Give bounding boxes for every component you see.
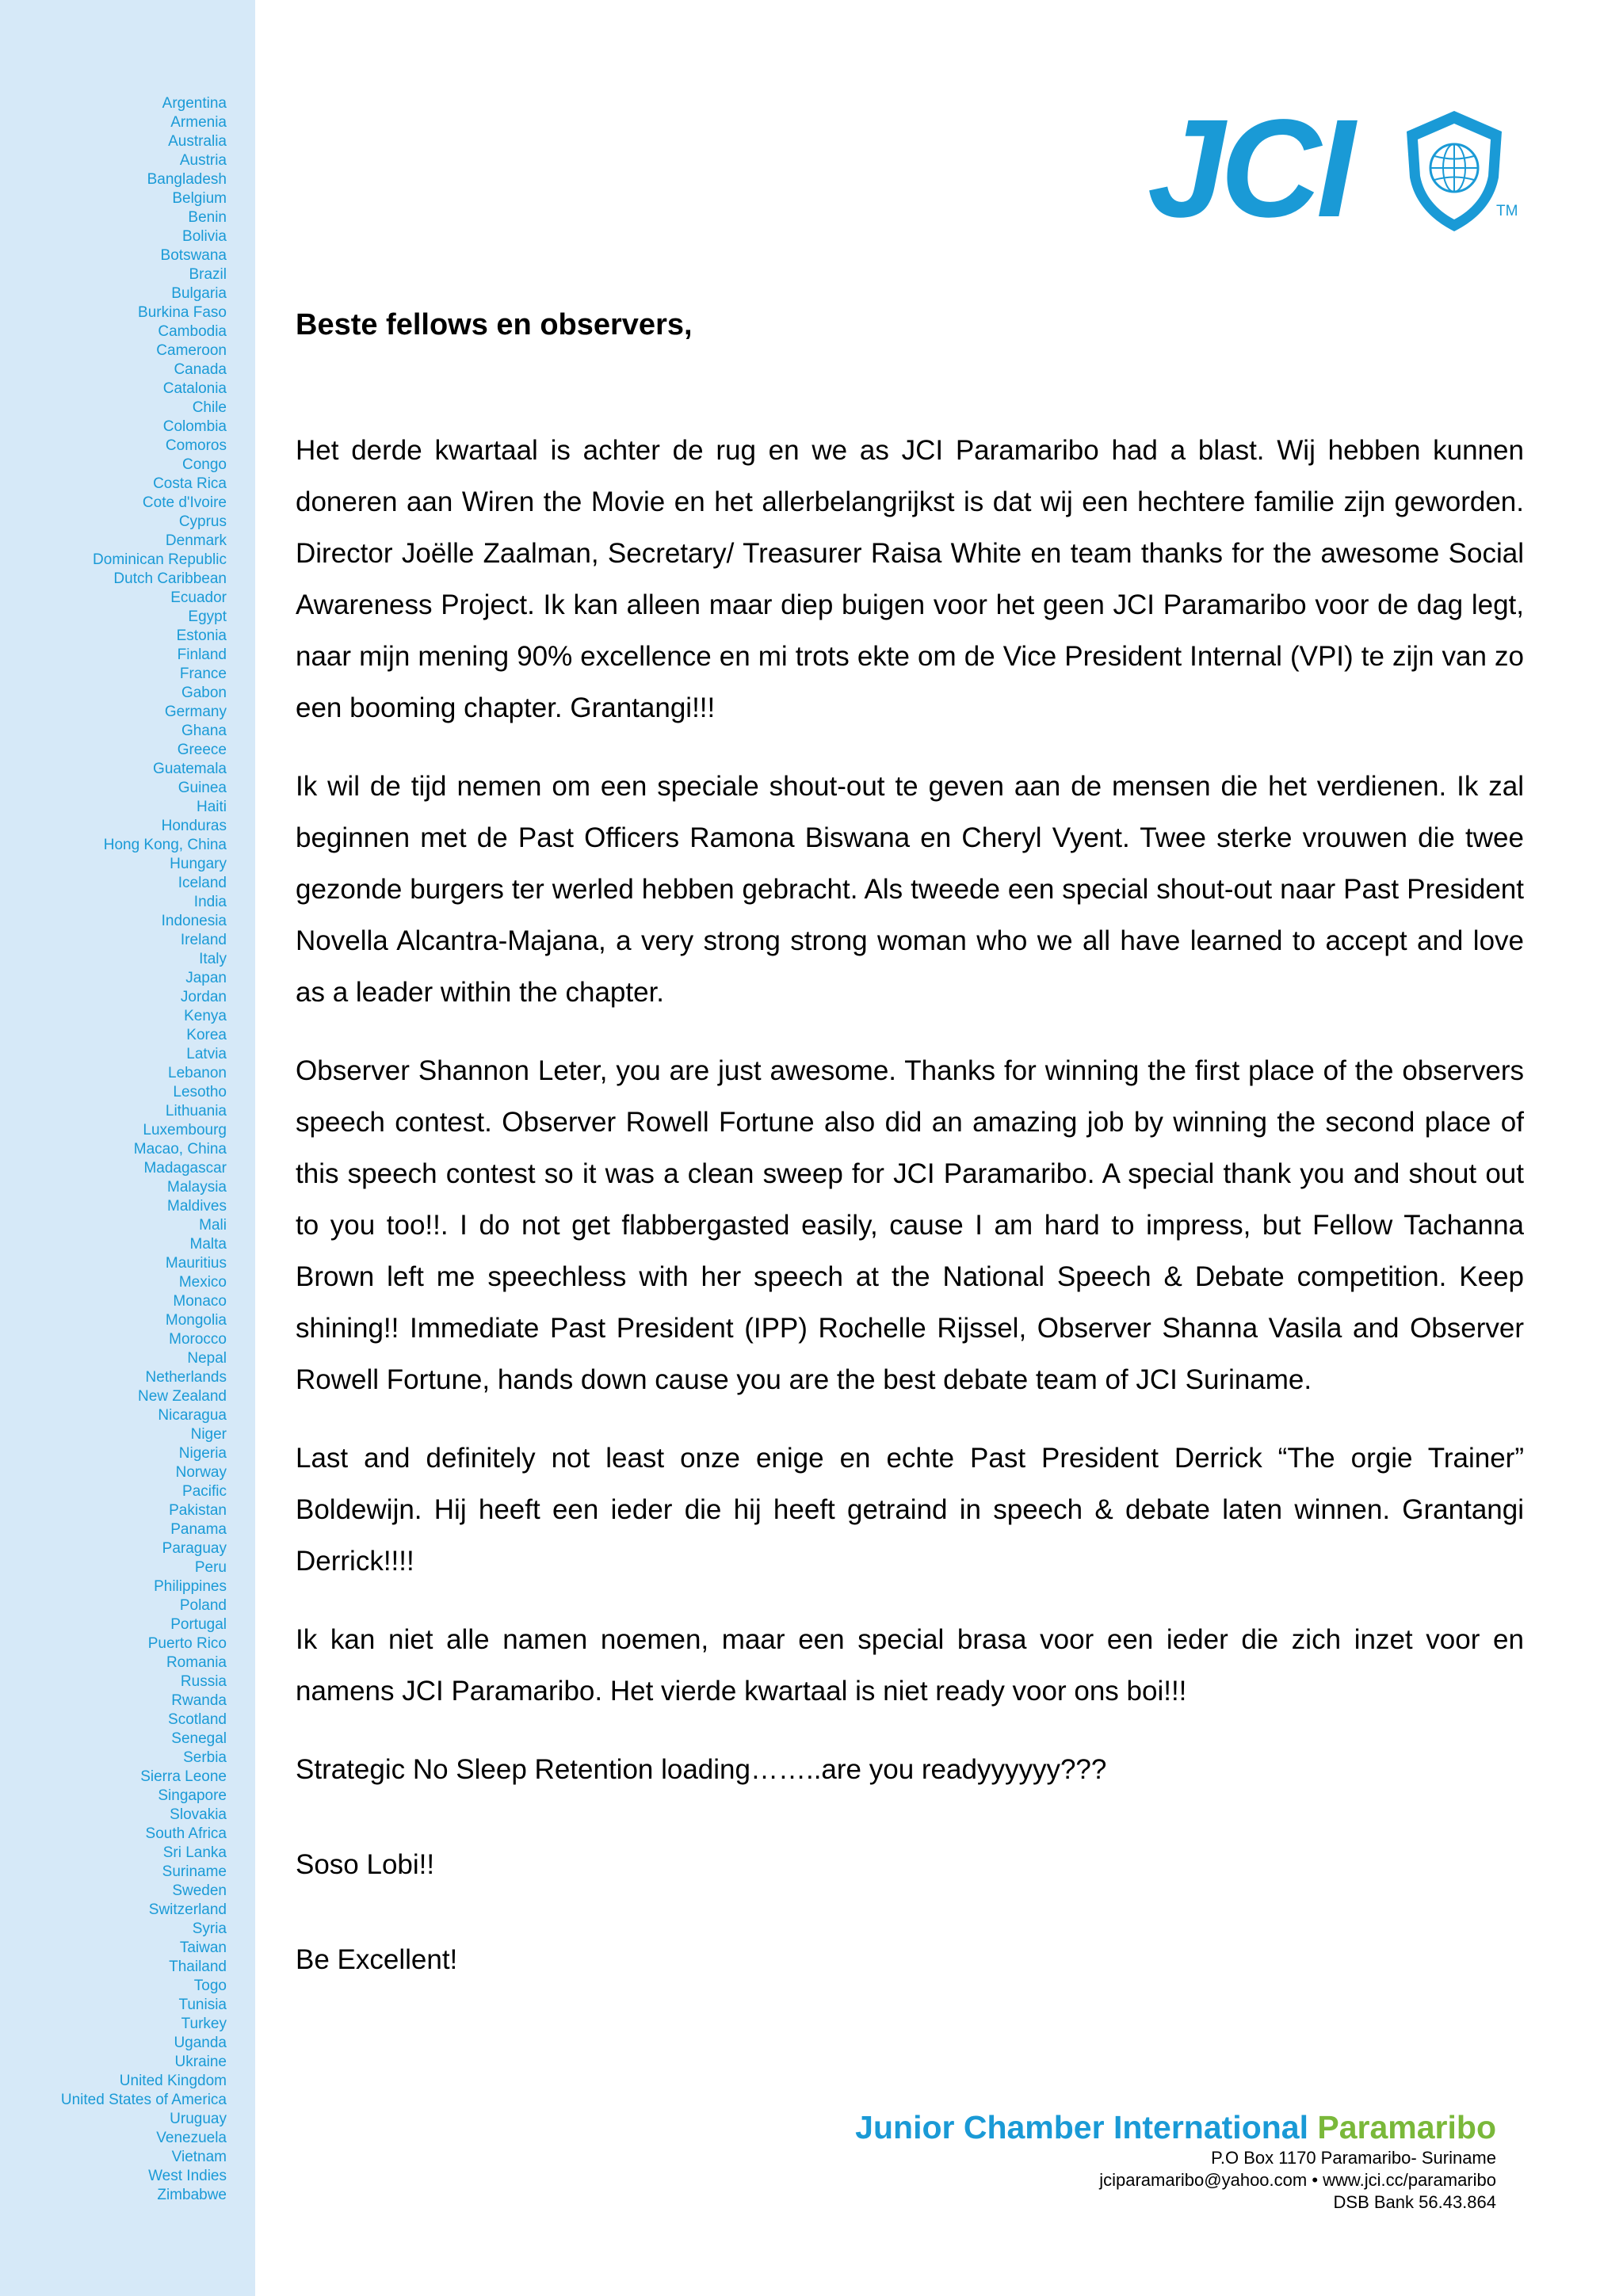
country-item: Russia (180, 1673, 227, 1690)
country-item: Costa Rica (153, 475, 227, 492)
country-item: Greece (177, 742, 227, 758)
country-item: Maldives (167, 1198, 227, 1215)
country-item: United Kingdom (119, 2073, 227, 2089)
country-item: Morocco (169, 1331, 227, 1348)
country-item: Mauritius (165, 1255, 227, 1272)
jci-logo (1148, 91, 1528, 246)
letter-greeting: Beste fellows en observers, (296, 308, 693, 341)
country-item: Panama (170, 1521, 227, 1538)
country-item: Niger (190, 1426, 227, 1443)
letter-paragraph: Ik wil de tijd nemen om een speciale shout-out te geven aan de mensen die het verdienen. Ik zal beginnen met de Past Officers Ramona Biswana en Cheryl Vyent. Twee sterke vrouwen die twee gezonde burgers ter werled hebben gebracht. Als tweede een special shout-out naar Past President Novella Alcantra-Majana, a very strong strong woman who we all have learned to accept and love as a leader within the chapter. (296, 771, 1524, 1008)
country-item: Turkey (181, 2016, 227, 2032)
country-item: Zimbabwe (157, 2187, 227, 2203)
country-item: Slovakia (170, 1806, 227, 1823)
letter-body (296, 304, 1524, 2012)
country-item: Austria (179, 152, 227, 169)
country-item: Cote d'Ivoire (142, 494, 227, 511)
country-item: Gabon (181, 685, 227, 701)
country-item: Cambodia (158, 323, 227, 340)
country-item: Nepal (187, 1350, 227, 1367)
country-item: Norway (175, 1464, 227, 1481)
footer-contact: jciparamaribo@yahoo.com • www.jci.cc/paramaribo (1099, 2170, 1496, 2190)
country-item: Haiti (196, 799, 227, 815)
country-item: Malaysia (167, 1179, 227, 1196)
letter-paragraph: Last and definitely not least onze enige en echte Past President Derrick “The orgie Trainer” Boldewijn. Hij heeft een ieder die hij heeft getraind in speech & debate laten winnen. Grantangi Derrick!!!! (296, 1443, 1524, 1577)
country-item: Mexico (178, 1274, 227, 1291)
country-item: Ukraine (174, 2054, 227, 2070)
country-item: Senegal (171, 1730, 227, 1747)
footer-organization (855, 2107, 1496, 2147)
country-item: Serbia (183, 1749, 227, 1766)
country-item: Sierra Leone (140, 1768, 227, 1785)
country-item: Uganda (174, 2035, 227, 2051)
letterhead-footer (855, 2107, 1496, 2214)
country-item: Germany (164, 704, 227, 720)
country-item: Romania (166, 1654, 227, 1671)
country-item: South Africa (145, 1825, 227, 1842)
country-item: Congo (182, 456, 227, 473)
country-item: Taiwan (179, 1939, 227, 1956)
country-item: Ghana (181, 723, 227, 739)
country-item: Puerto Rico (147, 1635, 227, 1652)
country-item: Chile (192, 399, 227, 416)
country-item: Singapore (158, 1787, 227, 1804)
country-item: Lithuania (165, 1103, 227, 1119)
country-item: Dominican Republic (93, 551, 227, 568)
country-item: Kenya (184, 1008, 227, 1024)
country-item: West Indies (148, 2168, 227, 2184)
country-item: Cameroon (156, 342, 227, 359)
country-item: Togo (193, 1978, 227, 1994)
country-item: Armenia (170, 114, 227, 131)
country-item: Mongolia (165, 1312, 227, 1329)
letter-paragraph: Strategic No Sleep Retention loading……..are you readyyyyyy??? (296, 1754, 1107, 1785)
country-item: Madagascar (143, 1160, 227, 1177)
country-item: Lebanon (168, 1065, 227, 1081)
country-item: Pacific (182, 1483, 227, 1500)
country-item: Scotland (168, 1711, 227, 1728)
country-item: Egypt (188, 608, 227, 625)
country-item: Estonia (176, 627, 227, 644)
sidebar (0, 0, 255, 2296)
letter-paragraph: Het derde kwartaal is achter de rug en we as JCI Paramaribo had a blast. Wij hebben kunnen doneren aan Wiren the Movie en het allerbelangrijkst is dat wij een hechtere familie zijn geworden. Director Joëlle Zaalman, Secretary/ Treasurer Raisa White en team thanks for the awesome Social Awareness Project. Ik kan alleen maar diep buigen voor het geen JCI Paramaribo voor de dag legt, naar mijn mening 90% excellence en mi trots ekte om de Vice President Internal (VPI) te zijn van zo een booming chapter. Grantangi!!! (296, 435, 1524, 723)
country-item: Ireland (180, 932, 227, 948)
country-item: United States of America (60, 2092, 227, 2108)
shield-icon (1403, 108, 1505, 235)
footer-address: P.O Box 1170 Paramaribo- Suriname (1211, 2148, 1496, 2168)
letter-paragraph: Ik kan niet alle namen noemen, maar een special brasa voor een ieder die zich inzet voor en namens JCI Paramaribo. Het vierde kwartaal is niet ready voor ons boi!!! (296, 1624, 1524, 1707)
country-item: Portugal (170, 1616, 227, 1633)
country-item: Venezuela (156, 2130, 227, 2146)
country-item: Catalonia (162, 380, 227, 397)
trademark-mark: TM (1496, 203, 1518, 219)
country-item: Mali (199, 1217, 227, 1234)
country-item: Sweden (172, 1882, 227, 1899)
country-item: Hong Kong, China (103, 837, 227, 853)
country-item: Paraguay (162, 1540, 227, 1557)
country-item: Switzerland (148, 1901, 227, 1918)
country-item: Hungary (170, 856, 227, 872)
country-item: Bangladesh (147, 171, 227, 188)
country-item: Nigeria (178, 1445, 227, 1462)
country-item: New Zealand (138, 1388, 227, 1405)
country-item: Guinea (178, 780, 227, 796)
country-item: Netherlands (145, 1369, 227, 1386)
country-item: Brazil (189, 266, 227, 283)
country-item: Nicaragua (158, 1407, 227, 1424)
country-item: Benin (188, 209, 227, 226)
country-item: Denmark (165, 532, 227, 549)
country-item: Vietnam (171, 2149, 227, 2165)
country-item: Sri Lanka (162, 1844, 227, 1861)
country-item: Uruguay (170, 2111, 227, 2127)
country-item: Cyprus (178, 513, 227, 530)
country-item: Bulgaria (171, 285, 227, 302)
country-item: Lesotho (173, 1084, 227, 1100)
country-item: Luxembourg (143, 1122, 227, 1138)
logo-text: JCI (1148, 91, 1350, 246)
country-item: Finland (177, 646, 227, 663)
country-item: Thailand (169, 1958, 227, 1975)
country-item: Dutch Caribbean (113, 570, 227, 587)
country-list (61, 94, 227, 2205)
country-item: Philippines (154, 1578, 227, 1595)
footer-org-name: Junior Chamber International (855, 2109, 1308, 2145)
country-item: Burkina Faso (138, 304, 227, 321)
country-item: Italy (199, 951, 227, 967)
country-item: Guatemala (153, 761, 227, 777)
country-item: Tunisia (178, 1997, 227, 2013)
country-item: Bolivia (182, 228, 227, 245)
country-item: Rwanda (171, 1692, 227, 1709)
country-item: Korea (186, 1027, 227, 1043)
footer-bank: DSB Bank 56.43.864 (1333, 2192, 1496, 2212)
country-item: Australia (168, 133, 227, 150)
country-item: Indonesia (161, 913, 227, 929)
country-item: Monaco (173, 1293, 227, 1310)
country-item: Japan (185, 970, 227, 986)
country-item: Ecuador (170, 589, 227, 606)
country-item: India (193, 894, 227, 910)
country-item: Latvia (186, 1046, 227, 1062)
country-item: Belgium (172, 190, 227, 207)
country-item: Canada (174, 361, 227, 378)
country-item: Botswana (160, 247, 227, 264)
country-item: Pakistan (169, 1502, 227, 1519)
country-item: France (179, 666, 227, 682)
country-item: Poland (179, 1597, 227, 1614)
country-item: Peru (194, 1559, 227, 1576)
country-item: Malta (189, 1236, 227, 1253)
letter-sign-off: Soso Lobi!! (296, 1849, 435, 1880)
letter-closing: Be Excellent! (296, 1944, 458, 1975)
letter-paragraph: Observer Shannon Leter, you are just awesome. Thanks for winning the first place of the observers speech contest. Observer Rowell Fortune also did an amazing job by winning the second place of this speech contest so it was a clean sweep for JCI Paramaribo. A special thank you and shout out to you too!!. I do not get flabbergasted easily, cause I am hard to impress, but Fellow Tachanna Brown left me speechless with her speech at the National Speech & Debate competition. Keep shining!! Immediate Past President (IPP) Rochelle Rijssel, Observer Shanna Vasila and Observer Rowell Fortune, hands down cause you are the best debate team of JCI Suriname. (296, 1055, 1524, 1395)
country-item: Iceland (178, 875, 227, 891)
country-item: Suriname (162, 1863, 227, 1880)
country-item: Macao, China (133, 1141, 227, 1158)
country-item: Jordan (180, 989, 227, 1005)
country-item: Syria (192, 1920, 227, 1937)
country-item: Comoros (165, 437, 227, 454)
country-item: Honduras (161, 818, 227, 834)
country-item: Colombia (162, 418, 227, 435)
country-item: Argentina (162, 95, 227, 112)
footer-org-city: Paramaribo (1317, 2109, 1496, 2145)
